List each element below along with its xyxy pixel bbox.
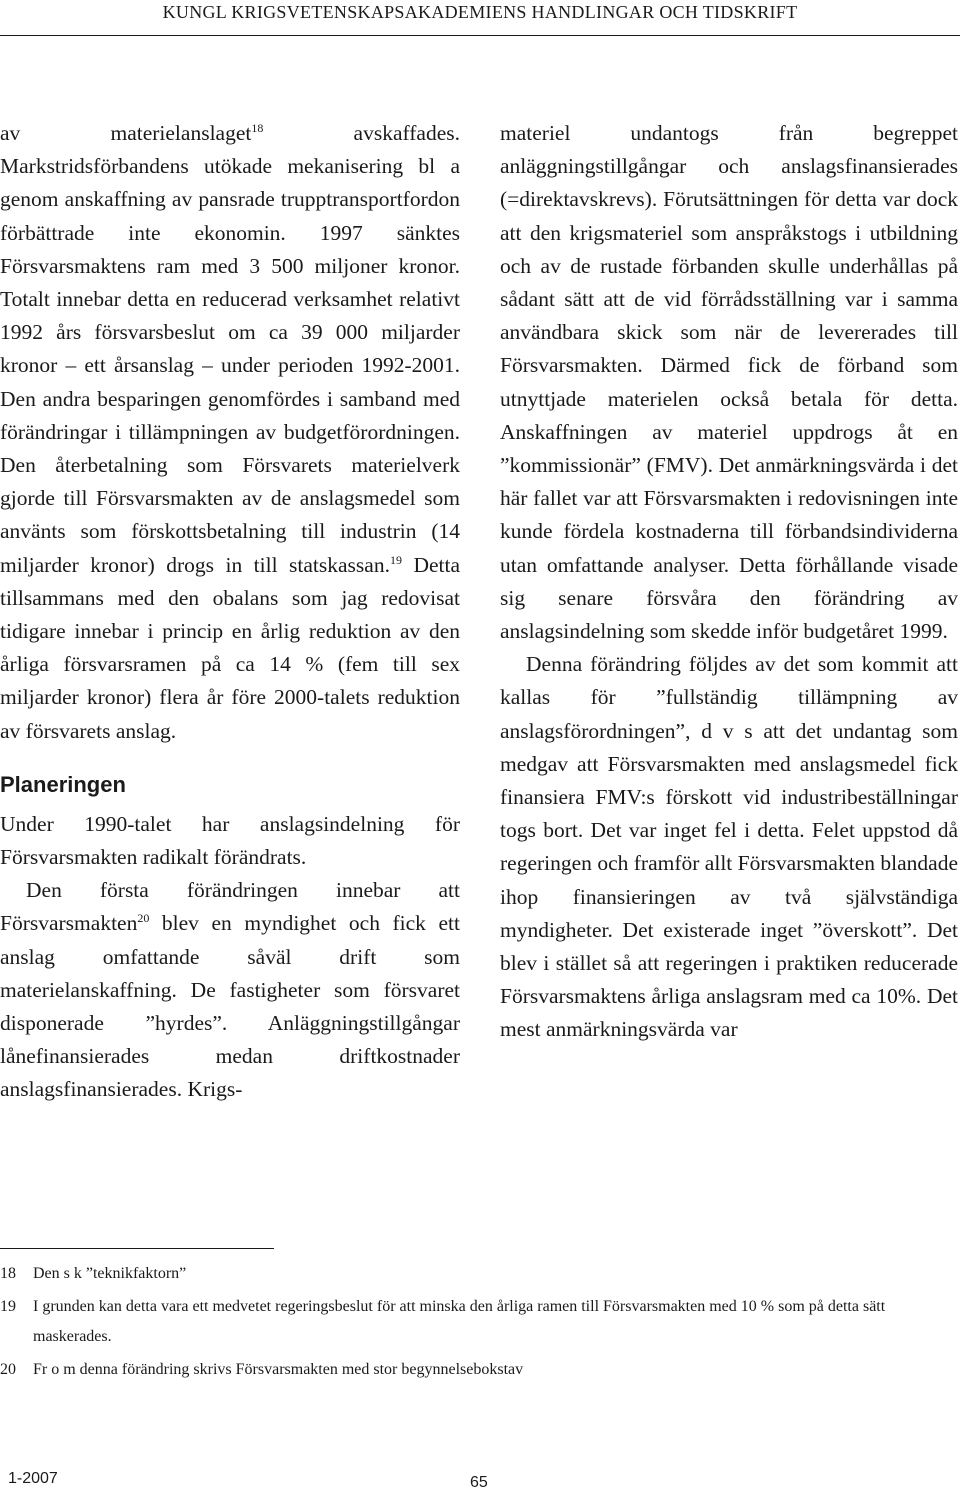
footnote-text: Fr o m denna förändring skrivs Försvarsmakten med stor begynnelsebokstav bbox=[33, 1361, 524, 1378]
footnote-19 bbox=[0, 1292, 960, 1352]
body-paragraph bbox=[0, 117, 460, 748]
body-paragraph: materiel undantogs från begreppet anläggningstillgångar och anslagsfinansierades (=direktavskrevs). Förutsättningen för detta var dock att den krigsmateriel som anspråkstogs i utbildning och av de rustade förbanden skulle underhållas på sådant sätt att de vid förrådsställning var i samma användbara skick som när de levererades till Försvarsmakten. Därmed fick de förband som utnyttjade materielen också betala för detta. Anskaffningen av materiel uppdrogs åt en ”kommissionär” (FMV). Det anmärkningsvärda i det här fallet var att Försvarsmakten i redovisningen inte kunde fördela kostnaderna till förbandsindividerna utan omfattande analyser. Detta förhållande visade sig senare försvåra den förändring av anslagsindelning som skedde inför budgetåret 1999. bbox=[500, 121, 958, 644]
footnote-text: I grunden kan detta vara ett medvetet regeringsbeslut för att minska den årliga ramen till Försvarsmakten med 10 % som på detta sätt maskerades. bbox=[33, 1298, 886, 1345]
footnote-number: 18 bbox=[0, 1265, 16, 1282]
body-paragraph: Under 1990-talet har anslagsindelning för Försvarsmakten radikalt förändrats. bbox=[0, 811, 460, 870]
text-run: Detta tillsammans med den obalans som jag redovisat tidigare innebar i princip en årlig reduktion av den årliga försvarsramen på ca 14 % (fem till sex miljarder kronor) flera år före 2000-talets reduktion av försvarets anslag. bbox=[0, 552, 461, 743]
text-run: avskaffades. Markstridsförbandens utökade mekanisering bl a genom anskaffning av pansrade trupptransportfordon förbättrade inte ekonomin. 1997 sänktes Försvarsmaktens ram med 3 500 miljoner kronor. Totalt innebar detta en reducerad verksamhet relativt 1992 års försvarsbeslut om ca 39 000 miljarder kronor – ett årsanslag – under perioden 1992-2001. Den andra besparingen genomfördes i samband med förändringar i tillämpningen av budgetförordningen. Den återbetalning som Försvarets materielverk gjorde till Försvarsmakten av de anslagsmedel som använts som förskottsbetalning till industrin (14 miljarder kronor) drogs in till statskassan. bbox=[0, 121, 460, 577]
footnote-ref-19[interactable]: 19 bbox=[389, 552, 402, 567]
body-paragraph: Denna förändring följdes av det som kommit att kallas för ”fullständig tillämpning av anslagsförordningen”, d v s att det undantag som medgav att Försvarsmakten med anslagsmedel fick finansiera FMV:s förskott vid industribeställningar togs bort. Det var inget fel i detta. Felet uppstod då regeringen och framför allt Försvarsmakten blandade ihop finansieringen av två självständiga myndigheter. Det existerade inget ”överskott”. Det blev i stället så att regeringen i praktiken reducerade Försvarsmaktens årliga anslagsram med ca 10%. Det mest anmärkningsvärda var bbox=[500, 652, 958, 1042]
issue-label: 1-2007 bbox=[8, 1470, 58, 1487]
running-head: KUNGL KRIGSVETENSKAPSAKADEMIENS HANDLINGAR OCH TIDSKRIFT bbox=[162, 2, 798, 22]
text-run: av materielanslaget bbox=[0, 121, 252, 145]
footnote-rule bbox=[0, 1248, 274, 1249]
page-number: 65 bbox=[470, 1474, 488, 1491]
text-run: Den första förändringen innebar att Försvarsmakten bbox=[0, 878, 460, 936]
footnotes bbox=[0, 1259, 960, 1388]
page-footer bbox=[0, 1470, 960, 1494]
footnote-number: 19 bbox=[0, 1298, 16, 1315]
header-rule bbox=[0, 35, 960, 36]
section-heading: Planeringen bbox=[0, 771, 126, 797]
footnote-ref-20[interactable]: 20 bbox=[137, 911, 150, 926]
footnote-ref-18[interactable]: 18 bbox=[251, 120, 264, 135]
body-paragraph bbox=[0, 874, 460, 1106]
footnote-18 bbox=[0, 1259, 960, 1289]
left-column bbox=[0, 117, 460, 1107]
footnote-text: Den s k ”teknikfaktorn” bbox=[33, 1265, 187, 1282]
right-column bbox=[500, 117, 958, 1047]
footnote-20 bbox=[0, 1355, 960, 1385]
footnote-number: 20 bbox=[0, 1361, 16, 1378]
text-run: blev en myndighet och fick ett anslag omfattande såväl drift som materielanskaffning. De fastigheter som försvaret disponerade ”hyrdes”. Anläggningstillgångar lånefinansierades medan driftkostnader anslagsfinansierades. Krigs- bbox=[0, 911, 460, 1102]
